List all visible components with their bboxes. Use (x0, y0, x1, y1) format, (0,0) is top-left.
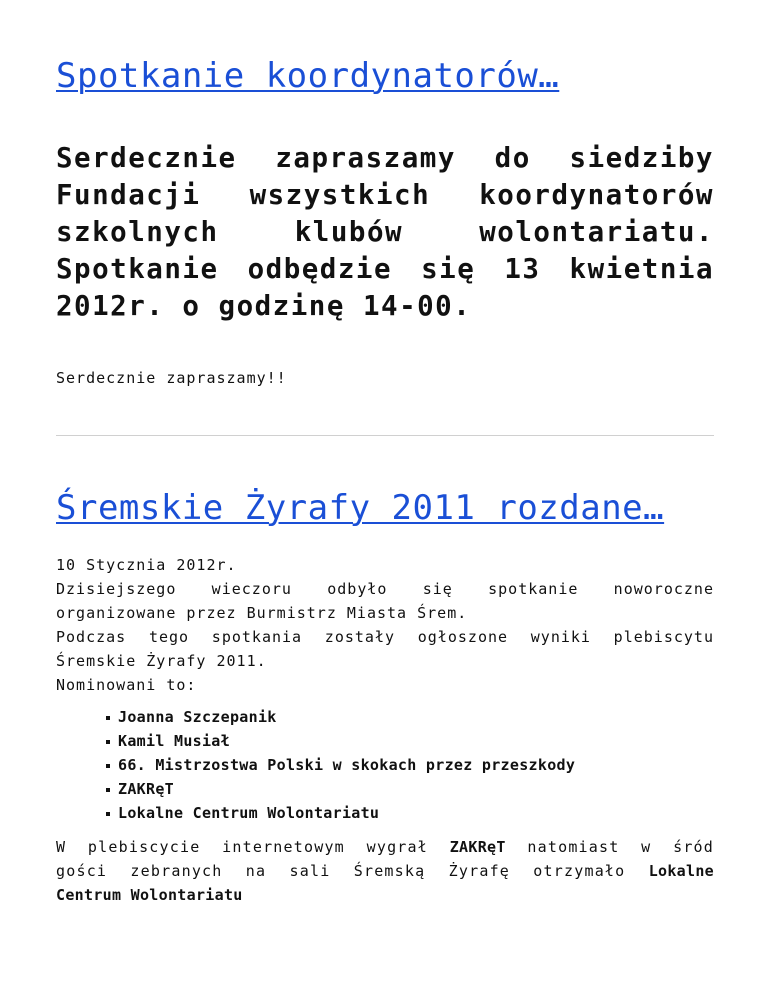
winner-internet: ZAKRęT (449, 838, 506, 856)
nominee-name: Lokalne Centrum Wolontariatu (118, 804, 380, 822)
post-title-spotkanie (56, 54, 714, 98)
post-title-zyrafy (56, 486, 714, 530)
paragraph-line: organizowane przez Burmistrz Miasta Śrem. (56, 604, 468, 622)
list-item (106, 753, 714, 777)
post-lead (56, 140, 714, 325)
bullet-icon (106, 788, 110, 792)
winner-jury: Lokalne (648, 862, 715, 880)
list-item (106, 729, 714, 753)
nominee-name: ZAKRęT (118, 780, 174, 798)
paragraph-line: Dzisiejszego wieczoru odbyło się spotkanie noworoczne (56, 580, 714, 598)
lead-line: 2012r. o godzinę 14-00. (56, 290, 472, 322)
bullet-icon (106, 740, 110, 744)
paragraph-line: Śremskie Żyrafy 2011. (56, 652, 267, 670)
invite-text: Serdecznie zapraszamy!! (56, 369, 287, 387)
bullet-icon (106, 716, 110, 720)
bullet-icon (106, 764, 110, 768)
list-item (106, 801, 714, 825)
winner-jury-cont: Centrum Wolontariatu (56, 886, 243, 904)
post-title-link-spotkanie[interactable]: Spotkanie koordynatorów… (56, 56, 560, 96)
result-text: gości zebranych na sali Śremską Żyrafę otrzymało (56, 862, 626, 880)
bullet-icon (106, 812, 110, 816)
result-line (56, 859, 714, 883)
paragraph-line: Podczas tego spotkania zostały ogłoszone wyniki plebiscytu (56, 628, 714, 646)
result-line (56, 883, 714, 907)
result-line (56, 835, 714, 859)
nominee-name: 66. Mistrzostwa Polski w skokach przez przeszkody (118, 756, 576, 774)
list-item (106, 777, 714, 801)
post-title-link-zyrafy[interactable]: Śremskie Żyrafy 2011 rozdane… (56, 488, 665, 528)
post-separator (56, 435, 714, 436)
post-body (56, 553, 714, 697)
result-text: W plebiscycie internetowym wygrał (56, 838, 428, 856)
lead-line: Fundacji wszystkich koordynatorów (56, 179, 714, 211)
nominee-name: Joanna Szczepanik (118, 708, 277, 726)
list-item (106, 705, 714, 729)
nominee-name: Kamil Musiał (118, 732, 230, 750)
post-date: 10 Stycznia 2012r. (56, 556, 237, 574)
lead-line: Serdecznie zapraszamy do siedziby (56, 142, 714, 174)
nominees-list (56, 705, 714, 825)
result-paragraph (56, 835, 714, 907)
lead-line: szkolnych klubów wolontariatu. (56, 216, 714, 248)
lead-line: Spotkanie odbędzie się 13 kwietnia (56, 253, 714, 285)
page-content (56, 40, 714, 907)
result-text: natomiast w śród (527, 838, 715, 856)
paragraph-line: Nominowani to: (56, 676, 197, 694)
